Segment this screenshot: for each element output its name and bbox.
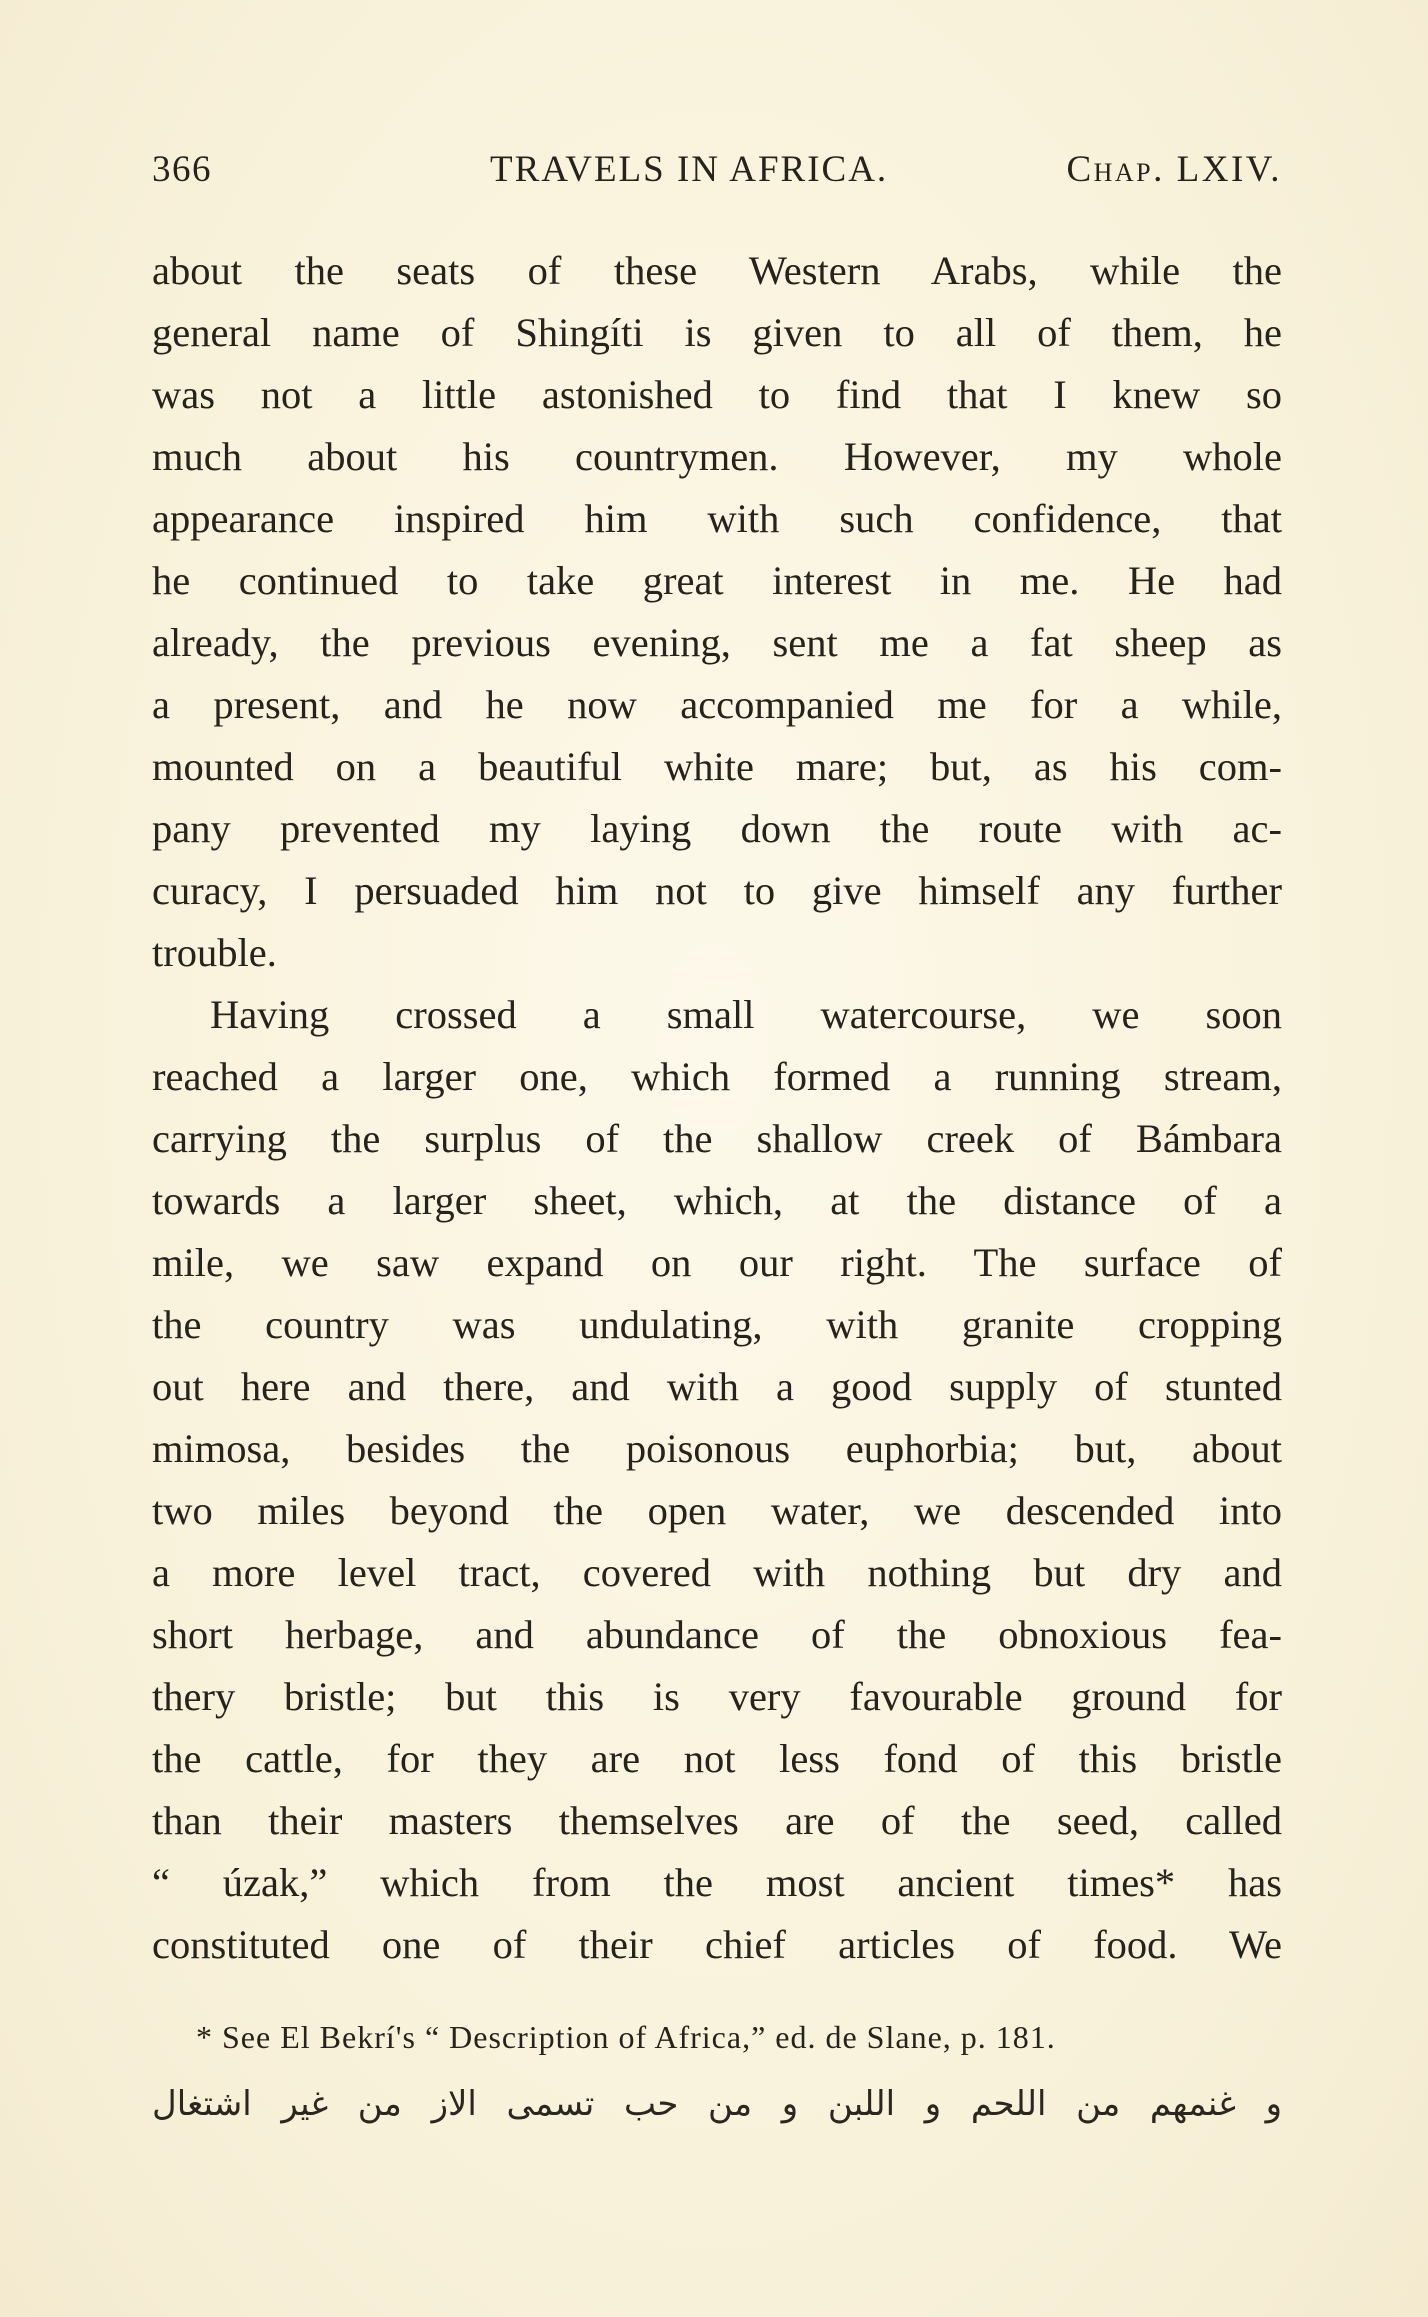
text-line: curacy, I persuaded him not to give himself any further: [152, 868, 1282, 913]
text-line: appearance inspired him with such confidence, that: [152, 496, 1282, 541]
text-line: towards a larger sheet, which, at the distance of a: [152, 1178, 1282, 1223]
text-line: reached a larger one, which formed a running stream,: [152, 1054, 1282, 1099]
text-line: was not a little astonished to find that I knew so: [152, 372, 1282, 417]
text-line: mile, we saw expand on our right. The surface of: [152, 1240, 1282, 1285]
text-line: than their masters themselves are of the seed, called: [152, 1798, 1282, 1843]
text-line: constituted one of their chief articles of food. We: [152, 1922, 1282, 1967]
arabic-footnote-line: و غنمهم من اللحم و اللبن و من حب تسمى الاز من غير اشتغال: [152, 2084, 1282, 2124]
text-line: out here and there, and with a good supply of stunted: [152, 1364, 1282, 1409]
text-line: the country was undulating, with granite cropping: [152, 1302, 1282, 1347]
body-text: [152, 240, 1282, 1976]
page-header: [152, 144, 1282, 196]
text-line: about the seats of these Western Arabs, while the: [152, 248, 1282, 293]
text-line: pany prevented my laying down the route with ac-: [152, 806, 1282, 851]
footnote: * See El Bekrí's “ Description of Africa,” ed. de Slane, p. 181.: [196, 2019, 1056, 2055]
page-number: 366: [152, 149, 212, 190]
text-line: already, the previous evening, sent me a fat sheep as: [152, 620, 1282, 665]
running-title: TRAVELS IN AFRICA.: [490, 149, 889, 190]
text-line: “ úzak,” which from the most ancient times* has: [152, 1860, 1282, 1905]
text-line: carrying the surplus of the shallow creek of Bámbara: [152, 1116, 1282, 1161]
text-line: mimosa, besides the poisonous euphorbia; but, about: [152, 1426, 1282, 1471]
text-line: mounted on a beautiful white mare; but, as his com-: [152, 744, 1282, 789]
text-line: much about his countrymen. However, my whole: [152, 434, 1282, 479]
text-line: thery bristle; but this is very favourable ground for: [152, 1674, 1282, 1719]
text-line: he continued to take great interest in me. He had: [152, 558, 1282, 603]
paragraph-start-line: Having crossed a small watercourse, we soon: [210, 992, 1282, 1037]
text-line: general name of Shingíti is given to all of them, he: [152, 310, 1282, 355]
text-line: short herbage, and abundance of the obnoxious fea-: [152, 1612, 1282, 1657]
text-line: trouble.: [152, 930, 277, 975]
chapter-label: Chap. LXIV.: [1066, 149, 1282, 190]
text-line: a more level tract, covered with nothing but dry and: [152, 1550, 1282, 1595]
text-line: the cattle, for they are not less fond of this bristle: [152, 1736, 1282, 1781]
text-line: a present, and he now accompanied me for a while,: [152, 682, 1282, 727]
text-line: two miles beyond the open water, we descended into: [152, 1488, 1282, 1533]
